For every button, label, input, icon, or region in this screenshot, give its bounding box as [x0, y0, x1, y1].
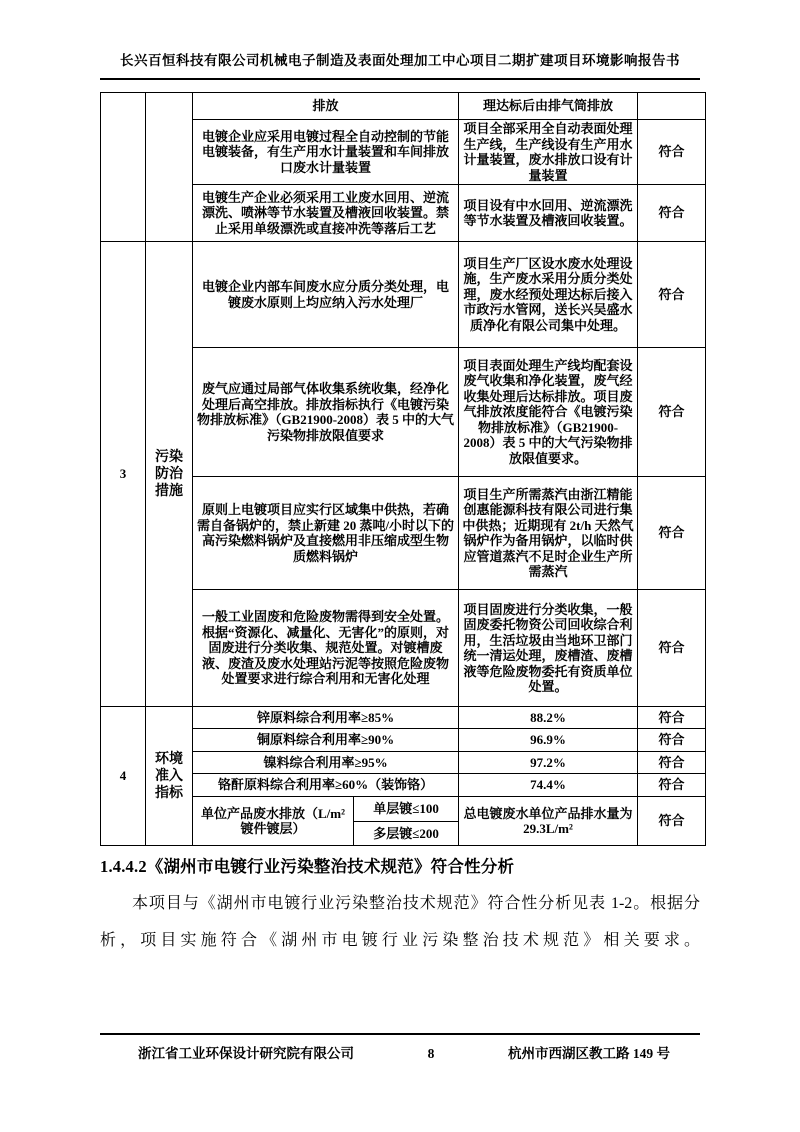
section-category-cell — [146, 242, 193, 707]
status-cell: 74.4% — [459, 774, 638, 797]
status-cell: 项目设有中水回用、逆流漂洗等节水装置及槽液回收装置。 — [459, 185, 638, 242]
requirement-cell: 一般工业固废和危险废物需得到安全处置。根据“资源化、减量化、无害化”的原则，对固废进行分类收集、规范处置。对镀槽废液、废渣及废水处理站污泥等按照危险废物处置要求进行综合利用和无害化处理 — [193, 590, 459, 707]
body-paragraph: 本项目与《湖州市电镀行业污染整治技术规范》符合性分析见表 1-2。根据分析，项目实施符合《湖州市电镀行业污染整治技术规范》相关要求。 — [100, 895, 700, 949]
compliance-cell — [638, 93, 706, 120]
requirement-cell: 电镀企业应采用电镀过程全自动控制的节能电镀装备，有生产用水计量装置和车间排放口废水计量装置 — [193, 120, 459, 185]
compliance-cell: 符合 — [638, 477, 706, 590]
status-cell: 项目生产所需蒸汽由浙江精能创惠能源科技有限公司进行集中供热；近期现有 2t/h 天然气锅炉作为备用锅炉，以临时供应管道蒸汽不足时企业生产所需蒸汽 — [459, 477, 638, 590]
compliance-cell: 符合 — [638, 707, 706, 729]
compliance-cell: 符合 — [638, 590, 706, 707]
document-header-title: 长兴百恒科技有限公司机械电子制造及表面处理加工中心项目二期扩建项目环境影响报告书 — [120, 53, 680, 68]
section-number-cell: 4 — [101, 707, 146, 846]
multi-layer-limit-cell: 多层镀≤200 — [354, 822, 459, 846]
requirement-cell: 排放 — [193, 93, 459, 120]
status-cell: 项目生产厂区设水废水处理设施，生产废水采用分质分类处理，废水经预处理达标后接入市政污水管网，送长兴吴盛水质净化有限公司集中处理。 — [459, 242, 638, 348]
footer-address: 杭州市西湖区教工路 149 号 — [508, 1046, 670, 1061]
requirement-cell: 镍料综合利用率≥95% — [193, 752, 459, 774]
section-category-label: 环境准入指标 — [155, 751, 183, 801]
section-category-cell — [146, 707, 193, 846]
compliance-cell: 符合 — [638, 774, 706, 797]
compliance-cell: 符合 — [638, 348, 706, 477]
requirement-cell: 电镀企业内部车间废水应分质分类处理，电镀废水原则上均应纳入污水处理厂 — [193, 242, 459, 348]
table-row — [101, 93, 706, 120]
status-cell: 理达标后由排气筒排放 — [459, 93, 638, 120]
single-layer-limit-cell: 单层镀≤100 — [354, 797, 459, 822]
section-heading: 1.4.4.2《湖州市电镀行业污染整治技术规范》符合性分析 — [100, 857, 515, 876]
section-number-cell-empty — [101, 93, 146, 242]
table-row — [101, 707, 706, 729]
section-number-cell: 3 — [101, 242, 146, 707]
status-cell: 97.2% — [459, 752, 638, 774]
page-footer — [100, 1033, 700, 1062]
status-cell: 项目全部采用全自动表面处理生产线，生产线设有生产用水计量装置，废水排放口设有计量装置 — [459, 120, 638, 185]
status-cell: 总电镀废水单位产品排水量为 29.3L/m² — [459, 797, 638, 846]
compliance-cell: 符合 — [638, 185, 706, 242]
status-cell: 96.9% — [459, 729, 638, 752]
requirement-cell: 铜原料综合利用率≥90% — [193, 729, 459, 752]
header-divider — [100, 78, 700, 80]
status-cell: 88.2% — [459, 707, 638, 729]
compliance-cell: 符合 — [638, 242, 706, 348]
compliance-analysis-table — [100, 92, 706, 846]
compliance-cell: 符合 — [638, 120, 706, 185]
requirement-cell: 锌原料综合利用率≥85% — [193, 707, 459, 729]
table-row — [101, 242, 706, 348]
requirement-cell: 单位产品废水排放（L/m² 镀件镀层） — [193, 797, 354, 846]
section-category-label: 污染防治措施 — [155, 449, 183, 499]
requirement-cell: 电镀生产企业必须采用工业废水回用、逆流漂洗、喷淋等节水装置及槽液回收装置。禁止采用单级漂洗或直接冲洗等落后工艺 — [193, 185, 459, 242]
compliance-cell: 符合 — [638, 729, 706, 752]
status-cell: 项目固废进行分类收集，一般固废委托物资公司回收综合利用，生活垃圾由当地环卫部门统一清运处理，废槽渣、废槽液等危险废物委托有资质单位处置。 — [459, 590, 638, 707]
footer-company: 浙江省工业环保设计研究院有限公司 — [138, 1046, 354, 1061]
status-cell: 项目表面处理生产线均配套设废气收集和净化装置，废气经收集处理后达标排放。项目废气排放浓度能符合《电镀污染物排放标准》（GB21900-2008）表 5 中的大气污染物排放限值要求。 — [459, 348, 638, 477]
compliance-cell: 符合 — [638, 797, 706, 846]
compliance-cell: 符合 — [638, 752, 706, 774]
requirement-cell: 铬酐原料综合利用率≥60%（装饰铬） — [193, 774, 459, 797]
section-category-cell-empty — [146, 93, 193, 242]
requirement-cell: 原则上电镀项目应实行区域集中供热，若确需自备锅炉的，禁止新建 20 蒸吨/小时以下的高污染燃料锅炉及直接燃用非压缩成型生物质燃料锅炉 — [193, 477, 459, 590]
requirement-cell: 废气应通过局部气体收集系统收集，经净化处理后高空排放。排放指标执行《电镀污染物排放标准》（GB21900-2008）表 5 中的大气污染物排放限值要求 — [193, 348, 459, 477]
footer-page-number: 8 — [427, 1046, 435, 1061]
